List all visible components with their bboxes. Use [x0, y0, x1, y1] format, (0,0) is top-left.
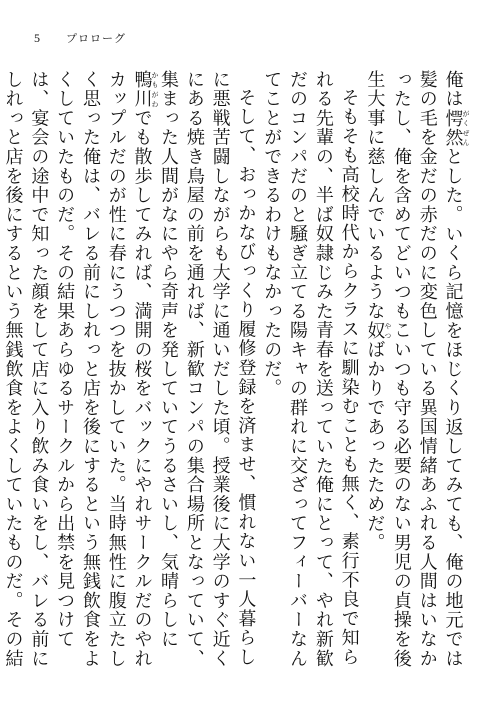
ruby-yatsu	[364, 320, 392, 341]
ruby-gakuzen-base: 愕然	[442, 108, 464, 148]
paragraph-3	[0, 70, 258, 680]
ruby-yatsu-reading: やつ	[383, 320, 392, 341]
paragraph-1	[362, 70, 470, 680]
paragraph-2: そもそも高校時代からクラスに馴染むことも無く、素行不良で知られる先輩の、半ば奴隷じみた青春を送っていた俺にとって、やれ新歓だのコンパだのと騒ぎ立てる陽キャの群れに交ざってフィーバーなんてことができるわけもなかったのだ。	[261, 70, 360, 669]
ruby-yatsu-base: 奴	[364, 320, 386, 341]
ruby-kamogawa	[131, 70, 160, 109]
paragraph-3-text-a: そして、おっかなびっくり履修登録を済ませ、慣れない一人暮らしに悪戦苦闘しながらも大学に通いだした頃。授業後に大学のすぐ近くにある焼き鳥屋の前を通れば、新歓コンパの集合場所となっていて、集まった人間がなにやら奇声を発していてうるさいし、気晴らしに	[158, 70, 257, 669]
paragraph-1-text-b: とした。いくら記憶をほじくり返してみても、俺の地元では髪の毛を金だの赤だのに変色している異国情緒あふれる人間はいなかったし、俺を含めてどいつもこいつも守る必要のない男児の貞操を後生大事に慈しんでいるような	[364, 70, 464, 669]
page-header	[34, 30, 126, 46]
ruby-gakuzen	[442, 108, 470, 148]
ruby-gakuzen-reading: がくぜん	[462, 108, 470, 148]
paragraph-3-text-b: でも散歩してみれば、満開の桜をバックにやれサークルだのやれカップルだのが性に春にうつつを抜かしていた。当時無性に腹立たしく思った俺は、バレる前にしれっと店を後にするという無銭飲食をよくしていたものだ。その結果あらゆるサークルから出禁を見つけては、宴会の途中で知った顔をして店に入り飲み食いをし、バレる前にしれっと店を後にするという無銭飲食をよくしていたものだ。その結	[2, 70, 153, 669]
paragraph-1-text-c: ばかりであったためだ。	[364, 340, 386, 553]
body-text	[2, 70, 470, 680]
paragraph-1-text-a: 俺は	[442, 70, 464, 109]
ruby-kamogawa-base: 鴨川	[131, 70, 153, 109]
ruby-kamogawa-reading: かもがわ	[151, 70, 160, 109]
running-title: プロローグ	[66, 32, 126, 45]
page-number: 5	[34, 31, 40, 45]
